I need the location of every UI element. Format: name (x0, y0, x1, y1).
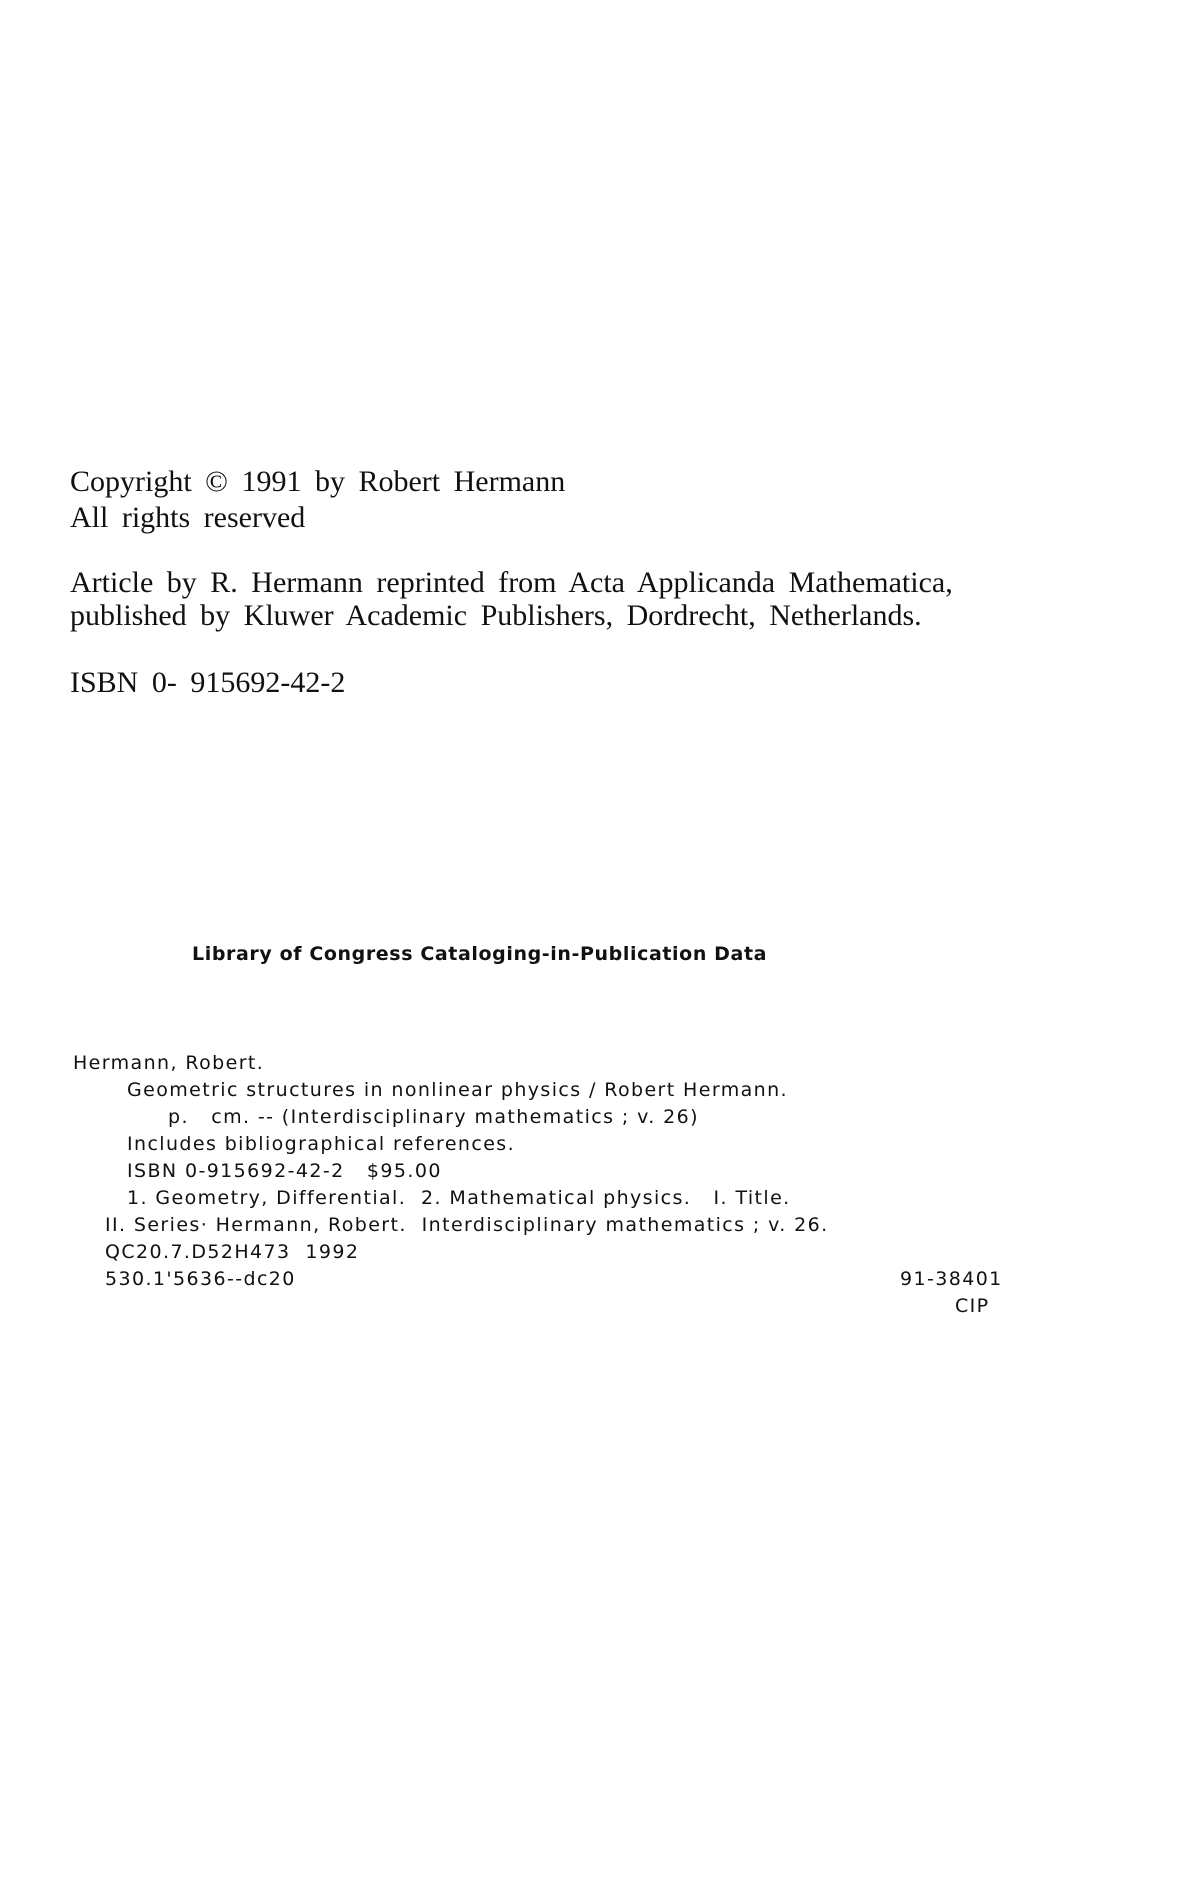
cip-header: Library of Congress Cataloging-in-Publication Data (192, 943, 768, 965)
cip-isbn-line: ISBN 0-915692-42-2 $95.00 (127, 1160, 442, 1182)
cip-dewey: 530.1'5636--dc20 (105, 1268, 296, 1290)
copyright-line: Copyright © 1991 by Robert Hermann (70, 465, 566, 498)
article-credit-line-2: published by Kluwer Academic Publishers, Dordrecht, Netherlands. (70, 599, 922, 632)
cip-lccn: 91-38401 (900, 1268, 1003, 1290)
isbn-line: ISBN 0- 915692-42-2 (70, 666, 346, 699)
cip-mark: CIP (955, 1295, 990, 1317)
rights-reserved-line: All rights reserved (70, 501, 306, 534)
cip-subjects-line: 1. Geometry, Differential. 2. Mathematical physics. I. Title. (127, 1187, 791, 1209)
cip-lc-class: QC20.7.D52H473 1992 (105, 1241, 360, 1263)
cip-series-line: II. Series· Hermann, Robert. Interdisciplinary mathematics ; v. 26. (105, 1214, 829, 1236)
cip-physical-line: p. cm. -- (Interdisciplinary mathematics ; v. 26) (168, 1106, 699, 1128)
cip-author: Hermann, Robert. (73, 1052, 265, 1074)
article-credit-line-1: Article by R. Hermann reprinted from Acta Applicanda Mathematica, (70, 566, 953, 599)
cip-title-line: Geometric structures in nonlinear physics / Robert Hermann. (127, 1079, 788, 1101)
cip-notes-line: Includes bibliographical references. (127, 1133, 516, 1155)
